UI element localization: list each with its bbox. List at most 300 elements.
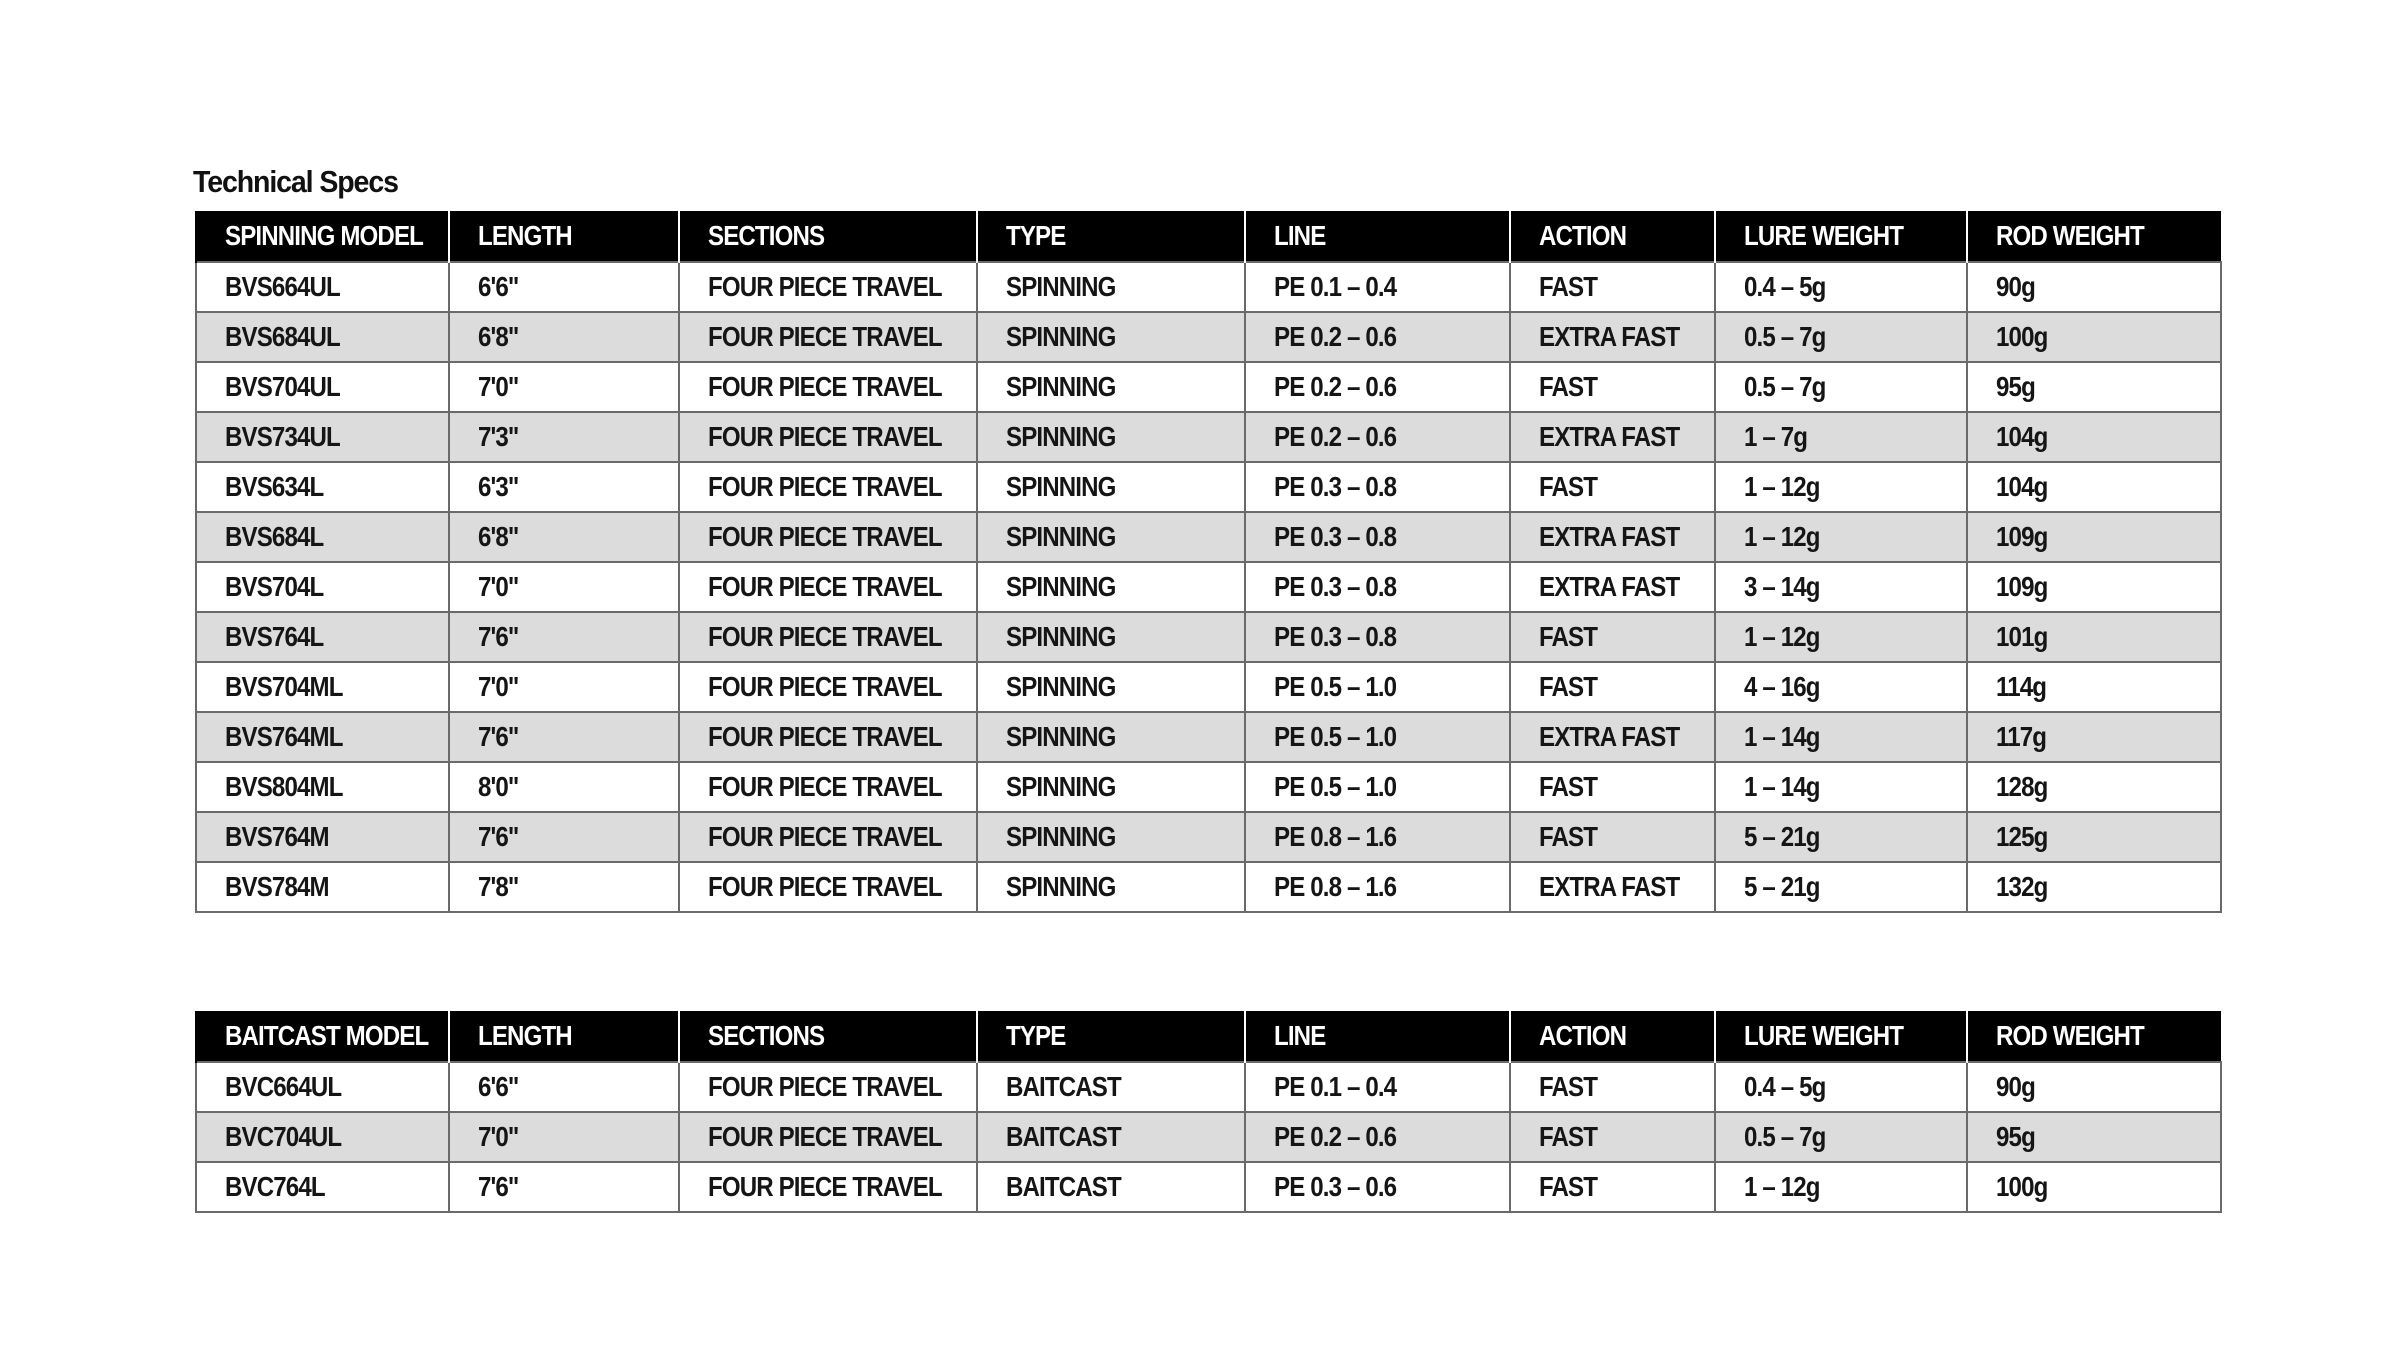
- cell-value: FAST: [1539, 271, 1598, 302]
- column-header-label: ACTION: [1539, 220, 1627, 251]
- cell-lure-weight: [1715, 562, 1967, 612]
- cell-type: [977, 462, 1245, 512]
- cell-value: SPINNING: [1006, 571, 1116, 602]
- cell-value: FAST: [1539, 1071, 1598, 1102]
- cell-rod-weight: [1967, 1162, 2221, 1212]
- cell-value: FAST: [1539, 471, 1598, 502]
- cell-type: [977, 1112, 1245, 1162]
- cell-value: PE 0.5 – 1.0: [1274, 771, 1397, 802]
- cell-action: [1510, 262, 1715, 312]
- baitcast-spec-table: [195, 1011, 2222, 1213]
- column-header-label: LINE: [1274, 220, 1326, 251]
- cell-value: FAST: [1539, 821, 1598, 852]
- cell-rod-weight: [1967, 262, 2221, 312]
- cell-rod-weight: [1967, 312, 2221, 362]
- cell-lure-weight: [1715, 1162, 1967, 1212]
- cell-lure-weight: [1715, 662, 1967, 712]
- cell-sections: [679, 262, 977, 312]
- cell-action: [1510, 462, 1715, 512]
- cell-type: [977, 262, 1245, 312]
- cell-value: FOUR PIECE TRAVEL: [708, 271, 942, 302]
- cell-value: FOUR PIECE TRAVEL: [708, 1121, 942, 1152]
- cell-value: 1 – 12g: [1744, 521, 1820, 552]
- cell-value: BVC664UL: [225, 1071, 342, 1102]
- cell-value: FOUR PIECE TRAVEL: [708, 721, 942, 752]
- cell-model: [196, 1062, 449, 1112]
- cell-value: 6'8": [478, 321, 519, 352]
- cell-value: FOUR PIECE TRAVEL: [708, 771, 942, 802]
- cell-sections: [679, 712, 977, 762]
- cell-lure-weight: [1715, 712, 1967, 762]
- cell-value: 132g: [1996, 871, 2048, 902]
- cell-value: BVS734UL: [225, 421, 340, 452]
- cell-sections: [679, 362, 977, 412]
- table-header-row: [196, 211, 2221, 262]
- cell-value: FOUR PIECE TRAVEL: [708, 521, 942, 552]
- cell-value: 95g: [1996, 1121, 2035, 1152]
- cell-value: FAST: [1539, 671, 1598, 702]
- cell-lure-weight: [1715, 362, 1967, 412]
- cell-model: [196, 862, 449, 912]
- column-header-length: [449, 1011, 679, 1062]
- cell-value: EXTRA FAST: [1539, 571, 1680, 602]
- cell-value: 114g: [1996, 671, 2047, 702]
- cell-length: [449, 712, 679, 762]
- cell-lure-weight: [1715, 412, 1967, 462]
- column-header-label: ROD WEIGHT: [1996, 220, 2144, 251]
- cell-length: [449, 1112, 679, 1162]
- cell-value: 5 – 21g: [1744, 871, 1820, 902]
- cell-value: 104g: [1996, 421, 2048, 452]
- cell-value: FAST: [1539, 371, 1598, 402]
- cell-line: [1245, 862, 1510, 912]
- cell-rod-weight: [1967, 462, 2221, 512]
- cell-sections: [679, 762, 977, 812]
- cell-value: 1 – 14g: [1744, 721, 1820, 752]
- cell-value: PE 0.5 – 1.0: [1274, 671, 1397, 702]
- cell-sections: [679, 562, 977, 612]
- cell-line: [1245, 812, 1510, 862]
- table-row: [196, 1062, 2221, 1112]
- cell-value: BVS764ML: [225, 721, 343, 752]
- cell-value: 1 – 12g: [1744, 471, 1820, 502]
- cell-value: 90g: [1996, 1071, 2035, 1102]
- cell-value: FOUR PIECE TRAVEL: [708, 471, 942, 502]
- cell-model: [196, 612, 449, 662]
- cell-length: [449, 862, 679, 912]
- cell-value: FOUR PIECE TRAVEL: [708, 621, 942, 652]
- cell-value: SPINNING: [1006, 671, 1116, 702]
- cell-value: BAITCAST: [1006, 1171, 1121, 1202]
- cell-line: [1245, 712, 1510, 762]
- cell-value: 1 – 12g: [1744, 621, 1820, 652]
- cell-line: [1245, 762, 1510, 812]
- cell-action: [1510, 362, 1715, 412]
- cell-value: BVC764L: [225, 1171, 325, 1202]
- cell-value: FOUR PIECE TRAVEL: [708, 321, 942, 352]
- cell-value: EXTRA FAST: [1539, 721, 1680, 752]
- cell-sections: [679, 612, 977, 662]
- table-row: [196, 612, 2221, 662]
- cell-line: [1245, 1162, 1510, 1212]
- cell-value: PE 0.5 – 1.0: [1274, 721, 1397, 752]
- cell-lure-weight: [1715, 812, 1967, 862]
- column-header-sections: [679, 1011, 977, 1062]
- cell-model: [196, 462, 449, 512]
- cell-length: [449, 462, 679, 512]
- cell-rod-weight: [1967, 812, 2221, 862]
- cell-value: 7'0": [478, 571, 519, 602]
- cell-lure-weight: [1715, 612, 1967, 662]
- cell-value: PE 0.2 – 0.6: [1274, 421, 1397, 452]
- cell-length: [449, 362, 679, 412]
- cell-value: SPINNING: [1006, 721, 1116, 752]
- cell-value: 1 – 12g: [1744, 1171, 1820, 1202]
- cell-action: [1510, 1112, 1715, 1162]
- cell-value: 3 – 14g: [1744, 571, 1820, 602]
- cell-type: [977, 312, 1245, 362]
- table-row: [196, 462, 2221, 512]
- cell-value: 7'0": [478, 1121, 519, 1152]
- cell-value: SPINNING: [1006, 321, 1116, 352]
- cell-value: 125g: [1996, 821, 2048, 852]
- column-header-label: LURE WEIGHT: [1744, 220, 1904, 251]
- cell-model: [196, 312, 449, 362]
- column-header-label: ROD WEIGHT: [1996, 1020, 2144, 1051]
- cell-value: 7'6": [478, 821, 519, 852]
- cell-rod-weight: [1967, 712, 2221, 762]
- cell-value: 0.4 – 5g: [1744, 271, 1826, 302]
- cell-value: PE 0.2 – 0.6: [1274, 1121, 1397, 1152]
- cell-line: [1245, 562, 1510, 612]
- cell-lure-weight: [1715, 462, 1967, 512]
- cell-value: 0.5 – 7g: [1744, 371, 1826, 402]
- column-header-line: [1245, 1011, 1510, 1062]
- column-header-label: TYPE: [1006, 220, 1066, 251]
- cell-rod-weight: [1967, 1112, 2221, 1162]
- cell-value: 117g: [1996, 721, 2047, 752]
- cell-sections: [679, 1162, 977, 1212]
- cell-value: BVS764L: [225, 621, 324, 652]
- cell-value: PE 0.2 – 0.6: [1274, 321, 1397, 352]
- cell-value: 7'6": [478, 1171, 519, 1202]
- cell-model: [196, 1162, 449, 1212]
- cell-model: [196, 662, 449, 712]
- column-header-label: LINE: [1274, 1020, 1326, 1051]
- cell-model: [196, 712, 449, 762]
- cell-line: [1245, 362, 1510, 412]
- column-header-label: SECTIONS: [708, 220, 825, 251]
- cell-rod-weight: [1967, 362, 2221, 412]
- cell-sections: [679, 1112, 977, 1162]
- column-header-label: SECTIONS: [708, 1020, 825, 1051]
- cell-action: [1510, 1062, 1715, 1112]
- cell-value: BVS764M: [225, 821, 329, 852]
- cell-value: BVS634L: [225, 471, 324, 502]
- column-header-label: LENGTH: [478, 1020, 572, 1051]
- cell-rod-weight: [1967, 512, 2221, 562]
- cell-value: PE 0.3 – 0.8: [1274, 571, 1397, 602]
- cell-line: [1245, 412, 1510, 462]
- cell-value: FOUR PIECE TRAVEL: [708, 1171, 942, 1202]
- cell-action: [1510, 712, 1715, 762]
- cell-value: 90g: [1996, 271, 2035, 302]
- cell-value: PE 0.2 – 0.6: [1274, 371, 1397, 402]
- column-header-rod-weight: [1967, 211, 2221, 262]
- table-row: [196, 762, 2221, 812]
- cell-sections: [679, 1062, 977, 1112]
- cell-value: 6'6": [478, 1071, 519, 1102]
- cell-type: [977, 612, 1245, 662]
- cell-action: [1510, 512, 1715, 562]
- cell-value: 109g: [1996, 521, 2048, 552]
- cell-rod-weight: [1967, 562, 2221, 612]
- cell-value: PE 0.3 – 0.6: [1274, 1171, 1397, 1202]
- cell-value: 7'0": [478, 671, 519, 702]
- cell-value: 6'6": [478, 271, 519, 302]
- cell-value: SPINNING: [1006, 271, 1116, 302]
- cell-line: [1245, 1062, 1510, 1112]
- cell-value: FAST: [1539, 1121, 1598, 1152]
- cell-model: [196, 262, 449, 312]
- cell-length: [449, 262, 679, 312]
- cell-rod-weight: [1967, 662, 2221, 712]
- cell-action: [1510, 762, 1715, 812]
- cell-value: PE 0.1 – 0.4: [1274, 271, 1397, 302]
- cell-length: [449, 662, 679, 712]
- cell-value: FOUR PIECE TRAVEL: [708, 821, 942, 852]
- column-header-label: LENGTH: [478, 220, 572, 251]
- column-header-type: [977, 211, 1245, 262]
- cell-type: [977, 512, 1245, 562]
- cell-value: FAST: [1539, 621, 1598, 652]
- cell-value: BAITCAST: [1006, 1121, 1121, 1152]
- cell-value: BVS664UL: [225, 271, 340, 302]
- cell-model: [196, 812, 449, 862]
- cell-value: EXTRA FAST: [1539, 321, 1680, 352]
- cell-sections: [679, 662, 977, 712]
- cell-value: BVS804ML: [225, 771, 343, 802]
- cell-value: BVS784M: [225, 871, 329, 902]
- column-header-action: [1510, 1011, 1715, 1062]
- column-header-label: ACTION: [1539, 1020, 1627, 1051]
- cell-rod-weight: [1967, 862, 2221, 912]
- cell-value: 100g: [1996, 321, 2048, 352]
- cell-line: [1245, 1112, 1510, 1162]
- cell-length: [449, 562, 679, 612]
- cell-value: PE 0.3 – 0.8: [1274, 521, 1397, 552]
- cell-value: 7'8": [478, 871, 519, 902]
- cell-value: 100g: [1996, 1171, 2048, 1202]
- cell-value: FOUR PIECE TRAVEL: [708, 421, 942, 452]
- cell-type: [977, 412, 1245, 462]
- column-header-line: [1245, 211, 1510, 262]
- table-row: [196, 512, 2221, 562]
- cell-value: SPINNING: [1006, 471, 1116, 502]
- cell-value: BVS704UL: [225, 371, 340, 402]
- column-header-label: TYPE: [1006, 1020, 1066, 1051]
- cell-value: PE 0.3 – 0.8: [1274, 471, 1397, 502]
- cell-type: [977, 362, 1245, 412]
- cell-lure-weight: [1715, 512, 1967, 562]
- cell-lure-weight: [1715, 1112, 1967, 1162]
- cell-value: FAST: [1539, 1171, 1598, 1202]
- cell-action: [1510, 862, 1715, 912]
- cell-value: BVS684L: [225, 521, 324, 552]
- cell-value: 6'3": [478, 471, 519, 502]
- cell-type: [977, 562, 1245, 612]
- cell-value: SPINNING: [1006, 421, 1116, 452]
- column-header-length: [449, 211, 679, 262]
- column-header-rod-weight: [1967, 1011, 2221, 1062]
- cell-line: [1245, 262, 1510, 312]
- column-header-label: SPINNING MODEL: [225, 220, 424, 251]
- cell-value: 8'0": [478, 771, 519, 802]
- column-header-model: [196, 1011, 449, 1062]
- cell-length: [449, 312, 679, 362]
- cell-value: 0.4 – 5g: [1744, 1071, 1826, 1102]
- column-header-type: [977, 1011, 1245, 1062]
- cell-value: BVS704L: [225, 571, 324, 602]
- cell-value: SPINNING: [1006, 521, 1116, 552]
- cell-line: [1245, 612, 1510, 662]
- cell-value: 7'0": [478, 371, 519, 402]
- cell-length: [449, 812, 679, 862]
- cell-value: 1 – 14g: [1744, 771, 1820, 802]
- cell-line: [1245, 512, 1510, 562]
- cell-sections: [679, 312, 977, 362]
- cell-type: [977, 712, 1245, 762]
- cell-lure-weight: [1715, 1062, 1967, 1112]
- column-header-label: BAITCAST MODEL: [225, 1020, 429, 1051]
- cell-action: [1510, 812, 1715, 862]
- cell-value: 7'3": [478, 421, 519, 452]
- cell-value: 1 – 7g: [1744, 421, 1808, 452]
- cell-sections: [679, 812, 977, 862]
- cell-value: SPINNING: [1006, 371, 1116, 402]
- table-row: [196, 662, 2221, 712]
- cell-value: 7'6": [478, 721, 519, 752]
- cell-value: PE 0.1 – 0.4: [1274, 1071, 1397, 1102]
- cell-value: SPINNING: [1006, 771, 1116, 802]
- cell-value: SPINNING: [1006, 621, 1116, 652]
- cell-model: [196, 512, 449, 562]
- cell-lure-weight: [1715, 312, 1967, 362]
- cell-value: SPINNING: [1006, 821, 1116, 852]
- cell-length: [449, 1062, 679, 1112]
- cell-lure-weight: [1715, 762, 1967, 812]
- cell-value: BVC704UL: [225, 1121, 342, 1152]
- cell-value: 4 – 16g: [1744, 671, 1820, 702]
- cell-value: 104g: [1996, 471, 2048, 502]
- table-row: [196, 812, 2221, 862]
- cell-action: [1510, 612, 1715, 662]
- cell-value: EXTRA FAST: [1539, 521, 1680, 552]
- cell-model: [196, 412, 449, 462]
- cell-value: FOUR PIECE TRAVEL: [708, 1071, 942, 1102]
- cell-action: [1510, 562, 1715, 612]
- cell-action: [1510, 662, 1715, 712]
- cell-value: 0.5 – 7g: [1744, 1121, 1826, 1152]
- table-header-row: [196, 1011, 2221, 1062]
- cell-model: [196, 762, 449, 812]
- column-header-model: [196, 211, 449, 262]
- cell-value: PE 0.3 – 0.8: [1274, 621, 1397, 652]
- column-header-sections: [679, 211, 977, 262]
- cell-action: [1510, 312, 1715, 362]
- cell-rod-weight: [1967, 1062, 2221, 1112]
- cell-value: EXTRA FAST: [1539, 421, 1680, 452]
- cell-line: [1245, 662, 1510, 712]
- cell-sections: [679, 862, 977, 912]
- cell-line: [1245, 462, 1510, 512]
- cell-type: [977, 1162, 1245, 1212]
- table-row: [196, 712, 2221, 762]
- table-row: [196, 1162, 2221, 1212]
- cell-value: EXTRA FAST: [1539, 871, 1680, 902]
- cell-lure-weight: [1715, 862, 1967, 912]
- cell-model: [196, 1112, 449, 1162]
- cell-type: [977, 812, 1245, 862]
- spinning-spec-table: [195, 211, 2222, 913]
- table-row: [196, 262, 2221, 312]
- table-row: [196, 862, 2221, 912]
- cell-value: PE 0.8 – 1.6: [1274, 871, 1397, 902]
- cell-action: [1510, 1162, 1715, 1212]
- cell-value: BVS684UL: [225, 321, 340, 352]
- table-row: [196, 562, 2221, 612]
- cell-type: [977, 762, 1245, 812]
- cell-value: 7'6": [478, 621, 519, 652]
- cell-value: FAST: [1539, 771, 1598, 802]
- cell-value: BAITCAST: [1006, 1071, 1121, 1102]
- cell-length: [449, 512, 679, 562]
- cell-value: 128g: [1996, 771, 2048, 802]
- cell-value: FOUR PIECE TRAVEL: [708, 571, 942, 602]
- column-header-action: [1510, 211, 1715, 262]
- cell-value: 95g: [1996, 371, 2035, 402]
- table-row: [196, 1112, 2221, 1162]
- cell-sections: [679, 462, 977, 512]
- cell-value: 5 – 21g: [1744, 821, 1820, 852]
- cell-sections: [679, 512, 977, 562]
- cell-length: [449, 762, 679, 812]
- cell-value: 6'8": [478, 521, 519, 552]
- cell-value: PE 0.8 – 1.6: [1274, 821, 1397, 852]
- cell-rod-weight: [1967, 612, 2221, 662]
- cell-value: FOUR PIECE TRAVEL: [708, 871, 942, 902]
- cell-length: [449, 612, 679, 662]
- table-row: [196, 312, 2221, 362]
- cell-value: 101g: [1996, 621, 2048, 652]
- cell-value: FOUR PIECE TRAVEL: [708, 371, 942, 402]
- cell-value: BVS704ML: [225, 671, 343, 702]
- table-row: [196, 362, 2221, 412]
- cell-length: [449, 1162, 679, 1212]
- page-title: Technical Specs: [193, 164, 398, 199]
- cell-rod-weight: [1967, 762, 2221, 812]
- column-header-lure-weight: [1715, 211, 1967, 262]
- cell-type: [977, 1062, 1245, 1112]
- cell-type: [977, 862, 1245, 912]
- cell-length: [449, 412, 679, 462]
- cell-value: SPINNING: [1006, 871, 1116, 902]
- cell-line: [1245, 312, 1510, 362]
- column-header-label: LURE WEIGHT: [1744, 1020, 1904, 1051]
- cell-value: 0.5 – 7g: [1744, 321, 1826, 352]
- table-row: [196, 412, 2221, 462]
- cell-sections: [679, 412, 977, 462]
